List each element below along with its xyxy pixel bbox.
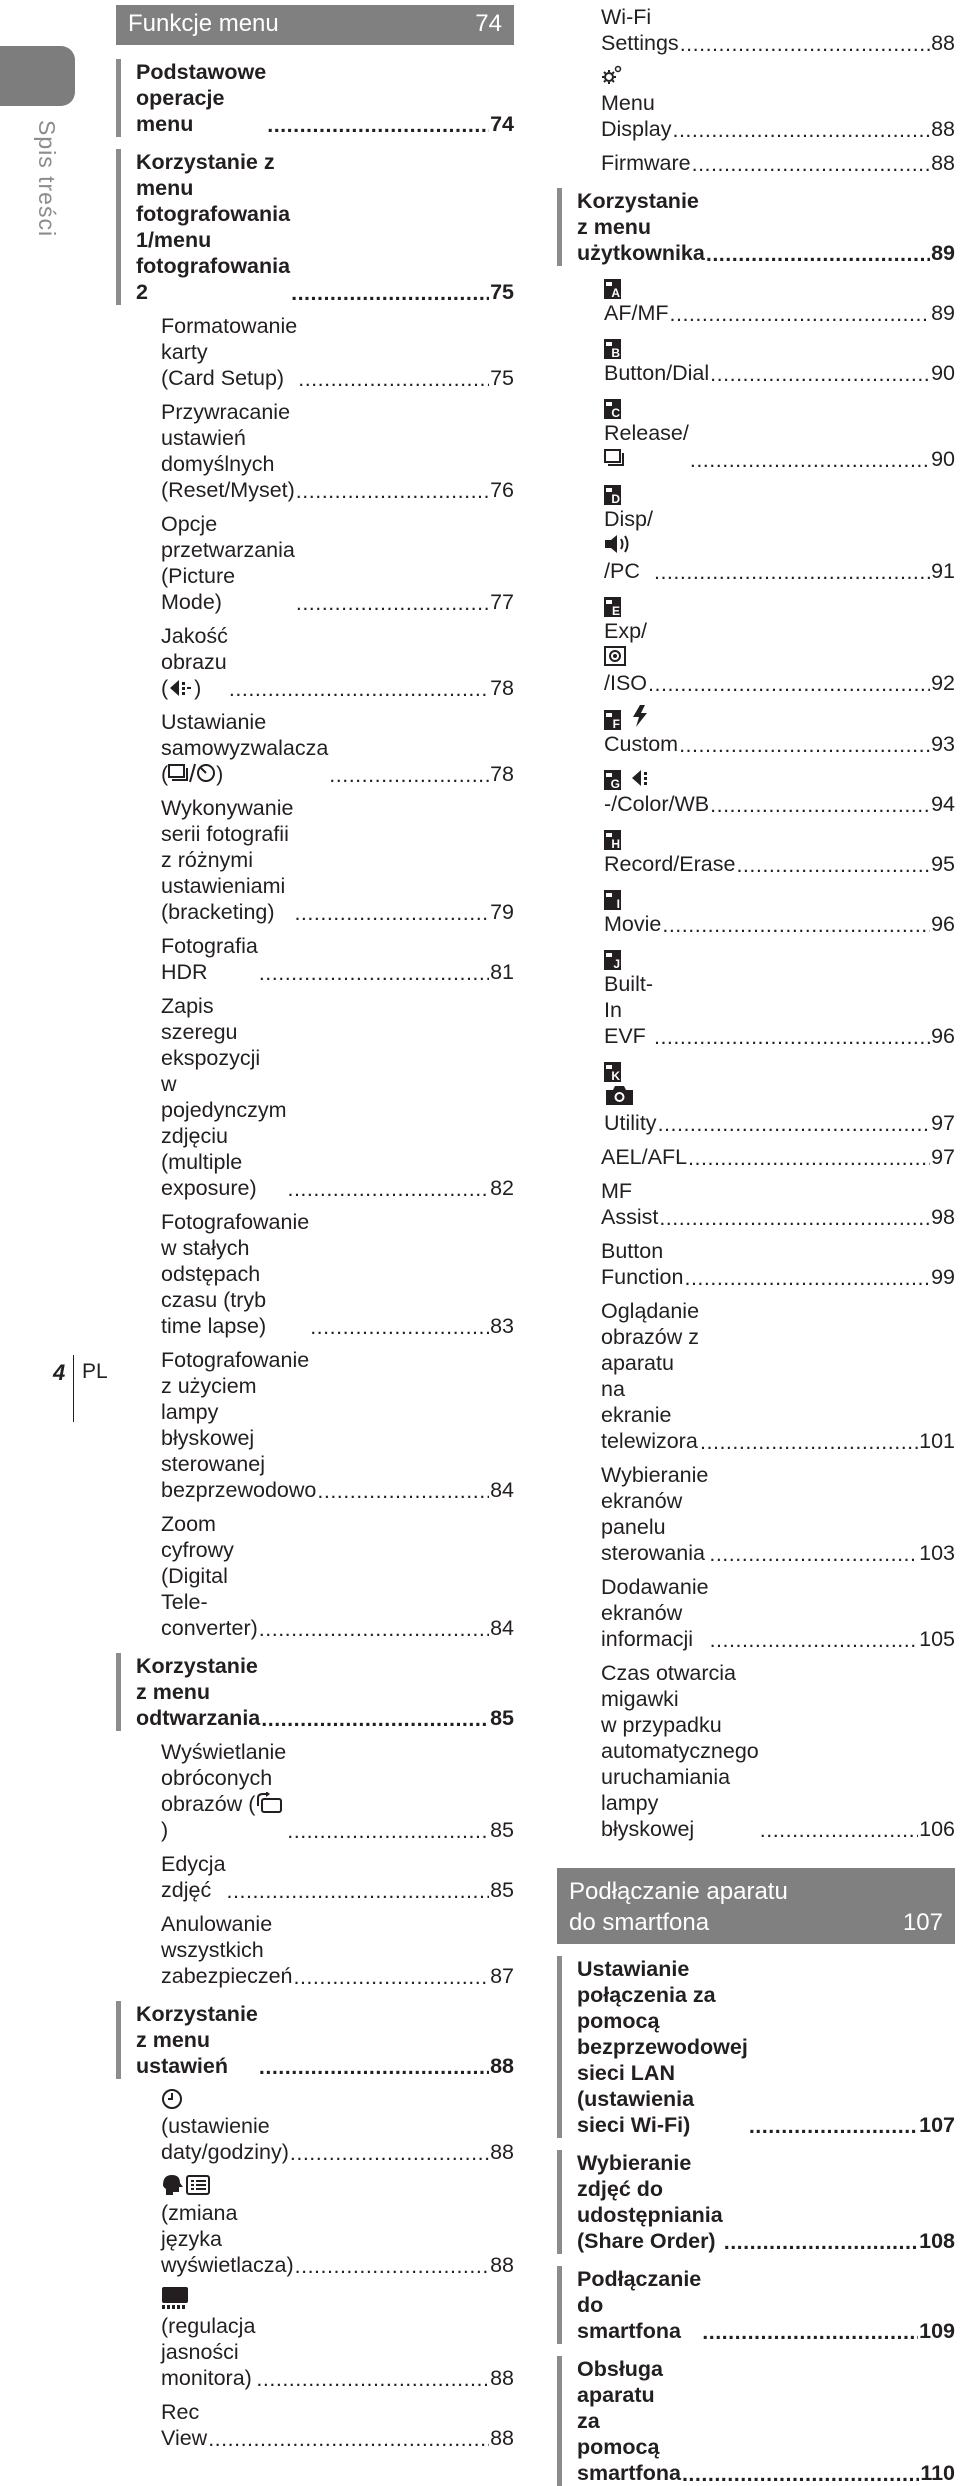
drive-selftimer-icon: [168, 762, 216, 784]
toc-entry-time-lapse[interactable]: Fotografowanie w stałych odstępach czasu (tryb time lapse) ..... 83: [116, 1209, 514, 1339]
drive-icon: [604, 447, 628, 469]
toc-entry-mf-assist[interactable]: MF Assist ..... 98: [557, 1178, 955, 1230]
toc-entry-rec-view[interactable]: Rec View ..... 88: [116, 2399, 514, 2451]
toc-entry-hdr[interactable]: Fotografia HDR ..... 81: [116, 933, 514, 985]
toc-entry-card-setup[interactable]: Formatowanie karty (Card Setup) ..... 75: [116, 313, 514, 391]
toc-entry-custom-j-evf[interactable]: JBuilt-In EVF ..... 96: [557, 945, 955, 1049]
toc-entry-digital-zoom[interactable]: Zoom cyfrowy (Digital Tele-converter) ..... 84: [116, 1511, 514, 1641]
clock-icon: [161, 2088, 187, 2110]
toc-entry-wifi-settings[interactable]: Wi-Fi Settings ..... 88: [557, 4, 955, 56]
toc-entry-control-panel-screens[interactable]: Wybieranie ekranów panelu sterowania ..... 103: [557, 1462, 955, 1566]
toc-entry-custom-f-flash[interactable]: FCustom ..... 93: [557, 704, 955, 757]
page-number: 4: [53, 1360, 66, 1385]
side-tab-label: Spis treści: [34, 120, 60, 238]
toc-entry-custom-k-utility[interactable]: KUtility ..... 97: [557, 1057, 955, 1136]
toc-entry-custom-b-button-dial[interactable]: BButton/Dial ..... 90: [557, 334, 955, 386]
section-page: 107: [902, 1909, 943, 1936]
sound-icon: [604, 533, 634, 555]
image-quality-icon: [168, 678, 194, 698]
section-title: Podłączanie aparatu do smartfona: [569, 1878, 788, 1936]
section-header-menu-functions[interactable]: [116, 5, 514, 45]
custom-tab-j-icon: J: [604, 950, 621, 970]
monitor-brightness-icon: [161, 2286, 193, 2310]
rotate-icon: [255, 1792, 283, 1814]
image-quality-icon: [630, 768, 650, 788]
toc-entry-custom-g-color-wb[interactable]: G-/Color/WB ..... 94: [557, 765, 955, 817]
toc-entry-cancel-protection[interactable]: Anulowanie wszystkich zabezpieczeń ..... 87: [116, 1911, 514, 1989]
toc-left-column: [116, 5, 514, 2451]
toc-entry-firmware[interactable]: Firmware ..... 88: [557, 150, 955, 176]
custom-gear-icon: [601, 65, 623, 87]
custom-tab-b-icon: B: [604, 339, 621, 359]
page-language: PL: [82, 1360, 108, 1383]
toc-entry-ael-afl[interactable]: AEL/AFL ..... 97: [557, 1144, 955, 1170]
flash-icon: [630, 704, 652, 728]
toc-entry-multiple-exposure[interactable]: Zapis szeregu ekspozycji w pojedynczym zdjęciu (multiple exposure) ..... 82: [116, 993, 514, 1201]
toc-entry-custom-h-record-erase[interactable]: HRecord/Erase ..... 95: [557, 825, 955, 877]
toc-entry-connect-smartphone[interactable]: Podłączanie do smartfona ..... 109: [557, 2266, 955, 2344]
toc-entry-edit[interactable]: Edycja zdjęć ..... 85: [116, 1851, 514, 1903]
toc-entry-basic-menu-ops[interactable]: Podstawowe operacje menu ..... 74: [116, 59, 514, 137]
toc-entry-image-quality[interactable]: Jakość obrazu ( ) ..... 78: [116, 623, 514, 701]
toc-entry-custom-e-exp[interactable]: EExp//ISO ..... 92: [557, 592, 955, 696]
side-tab: [0, 46, 75, 106]
language-icon: [161, 2173, 219, 2197]
toc-entry-info-screens[interactable]: Dodawanie ekranów informacji ..... 105: [557, 1574, 955, 1652]
metering-icon: [604, 645, 628, 667]
custom-tab-a-icon: A: [604, 279, 621, 299]
toc-entry-custom-i-movie[interactable]: IMovie ..... 96: [557, 885, 955, 937]
section-header-smartphone[interactable]: [557, 1868, 955, 1944]
custom-tab-c-icon: C: [604, 399, 621, 419]
toc-entry-tv-viewing[interactable]: Oglądanie obrazów z aparatu na ekranie telewizora ..... 101: [557, 1298, 955, 1454]
toc-entry-wifi-connection[interactable]: Ustawianie połączenia za pomocą bezprzewodowej sieci LAN (ustawienia sieci Wi-Fi) ..... 107: [557, 1956, 955, 2138]
toc-right-column: [557, 4, 955, 2486]
toc-entry-shooting-menu[interactable]: Korzystanie z menu fotografowania 1/menu fotografowania 2 ..... 75: [116, 149, 514, 305]
custom-tab-f-icon: F: [604, 710, 621, 730]
section-title: Funkcje menu: [128, 10, 279, 37]
toc-entry-language[interactable]: (zmiana języka wyświetlacza) ..... 88: [116, 2173, 514, 2278]
custom-tab-g-icon: G: [604, 770, 621, 790]
toc-entry-self-timer[interactable]: Ustawianie samowyzwalacza ( ) ..... 78: [116, 709, 514, 787]
toc-entry-share-order[interactable]: Wybieranie zdjęć do udostępniania (Share Order) ..... 108: [557, 2150, 955, 2254]
custom-tab-e-icon: E: [604, 597, 621, 617]
toc-entry-monitor-brightness[interactable]: (regulacja jasności monitora) ..... 88: [116, 2286, 514, 2391]
toc-entry-custom-menu[interactable]: Korzystanie z menu użytkownika ..... 89: [557, 188, 955, 266]
toc-entry-custom-c-release[interactable]: CRelease/ ..... 90: [557, 394, 955, 472]
toc-entry-smartphone-control[interactable]: Obsługa aparatu za pomocą smartfona ..... 110: [557, 2356, 955, 2486]
toc-entry-date-time[interactable]: (ustawienie daty/godziny) ..... 88: [116, 2087, 514, 2165]
toc-entry-custom-a-afmf[interactable]: AAF/MF ..... 89: [557, 274, 955, 326]
toc-entry-wireless-flash[interactable]: Fotografowanie z użyciem lampy błyskowej sterowanej bezprzewodowo ..... 84: [116, 1347, 514, 1503]
toc-entry-rotate[interactable]: Wyświetlanie obróconych obrazów () ..... 85: [116, 1739, 514, 1843]
toc-entry-setup-menu[interactable]: Korzystanie z menu ustawień ..... 88: [116, 2001, 514, 2079]
toc-entry-flash-shutter-speed[interactable]: Czas otwarcia migawki w przypadku automatycznego uruchamiania lampy błyskowej ..... 106: [557, 1660, 955, 1842]
custom-tab-h-icon: H: [604, 830, 621, 850]
toc-entry-menu-display[interactable]: Menu Display ..... 88: [557, 64, 955, 142]
toc-entry-bracketing[interactable]: Wykonywanie serii fotografii z różnymi ustawieniami (bracketing) ..... 79: [116, 795, 514, 925]
toc-entry-playback-menu[interactable]: Korzystanie z menu odtwarzania ..... 85: [116, 1653, 514, 1731]
toc-entry-reset-myset[interactable]: Przywracanie ustawień domyślnych (Reset/Myset) ..... 76: [116, 399, 514, 503]
custom-tab-d-icon: D: [604, 485, 621, 505]
custom-tab-k-icon: K: [604, 1062, 621, 1082]
camera-icon: [604, 1083, 636, 1107]
custom-tab-i-icon: I: [604, 890, 621, 910]
toc-entry-picture-mode[interactable]: Opcje przetwarzania (Picture Mode) ..... 77: [116, 511, 514, 615]
section-page: 74: [475, 10, 502, 37]
footer-divider: [73, 1355, 74, 1422]
toc-entry-custom-d-disp[interactable]: DDisp//PC ..... 91: [557, 480, 955, 584]
toc-entry-button-function[interactable]: Button Function ..... 99: [557, 1238, 955, 1290]
